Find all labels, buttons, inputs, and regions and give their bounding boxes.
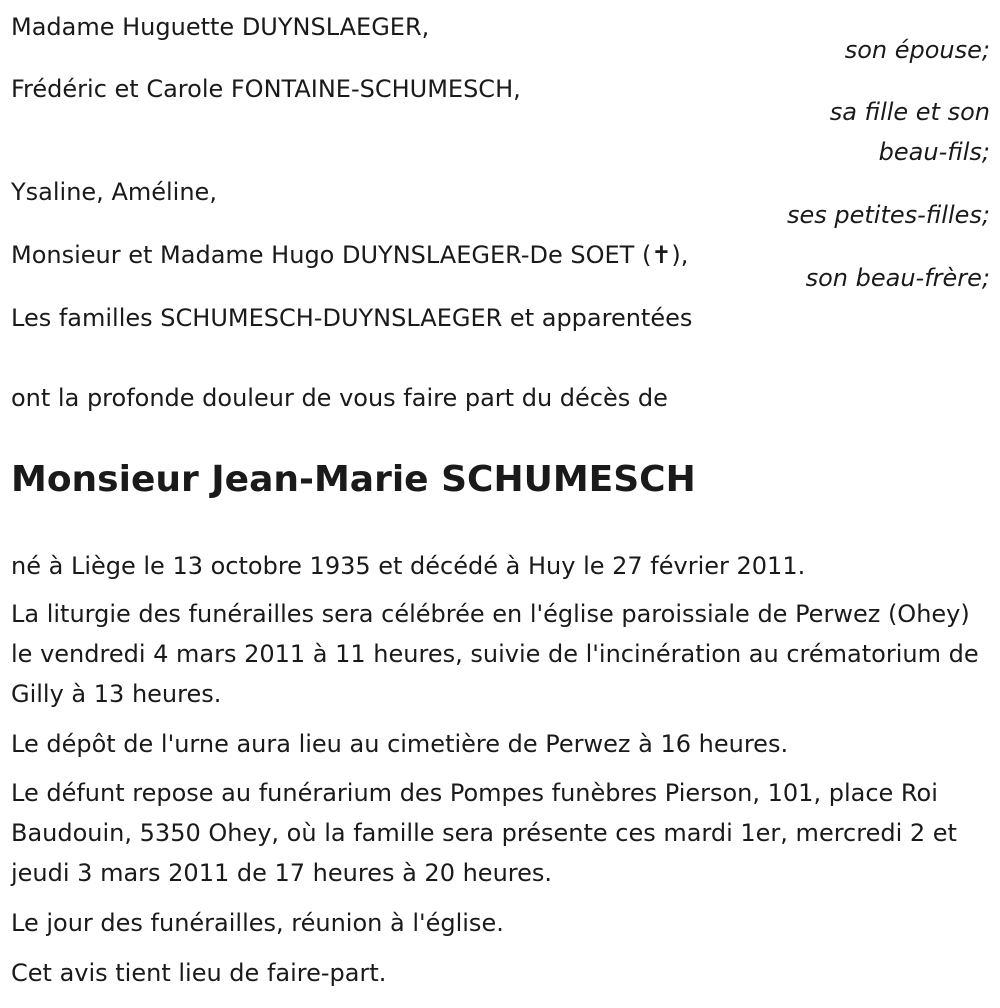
family-member-granddaughters: Ysaline, Améline,: [11, 178, 217, 206]
deceased-name: Monsieur Jean-Marie SCHUMESCH: [11, 459, 696, 500]
notice-paragraph: Cet avis tient lieu de faire-part.: [11, 959, 387, 987]
funerarium-paragraph: Le défunt repose au funérarium des Pompes funèbres Pierson, 101, place Roi Baudouin, 5350 Ohey, où la famille sera présente ces mardi 1er, mercredi 2 et jeudi 3 mars 2011 de 17 heures à 20 heures.: [11, 779, 957, 887]
family-member-brother-in-law: Monsieur et Madame Hugo DUYNSLAEGER-De SOET (✝),: [11, 241, 689, 269]
liturgy-paragraph: La liturgie des funérailles sera célébrée en l'église paroissiale de Perwez (Ohey) le vendredi 4 mars 2011 à 11 heures, suivie de l'incinération au crématorium de Gilly à 13 heures.: [11, 600, 979, 708]
family-member-wife: Madame Huguette DUYNSLAEGER,: [11, 13, 430, 41]
relation-wife: son épouse;: [844, 36, 990, 64]
birth-death-paragraph: né à Liège le 13 octobre 1935 et décédé à Huy le 27 février 2011.: [11, 552, 806, 580]
announcement-text: ont la profonde douleur de vous faire part du décès de: [11, 384, 668, 412]
family-member-families: Les familles SCHUMESCH-DUYNSLAEGER et apparentées: [11, 304, 693, 332]
relation-granddaughters: ses petites-filles;: [786, 201, 990, 229]
funeral-day-paragraph: Le jour des funérailles, réunion à l'église.: [11, 909, 504, 937]
relation-brother-in-law: son beau-frère;: [805, 264, 990, 292]
urn-paragraph: Le dépôt de l'urne aura lieu au cimetière de Perwez à 16 heures.: [11, 730, 789, 758]
relation-daughter-line1: sa fille et son: [829, 98, 990, 126]
relation-daughter-line2: beau-fils;: [878, 138, 990, 166]
family-member-daughter: Frédéric et Carole FONTAINE-SCHUMESCH,: [11, 75, 521, 103]
